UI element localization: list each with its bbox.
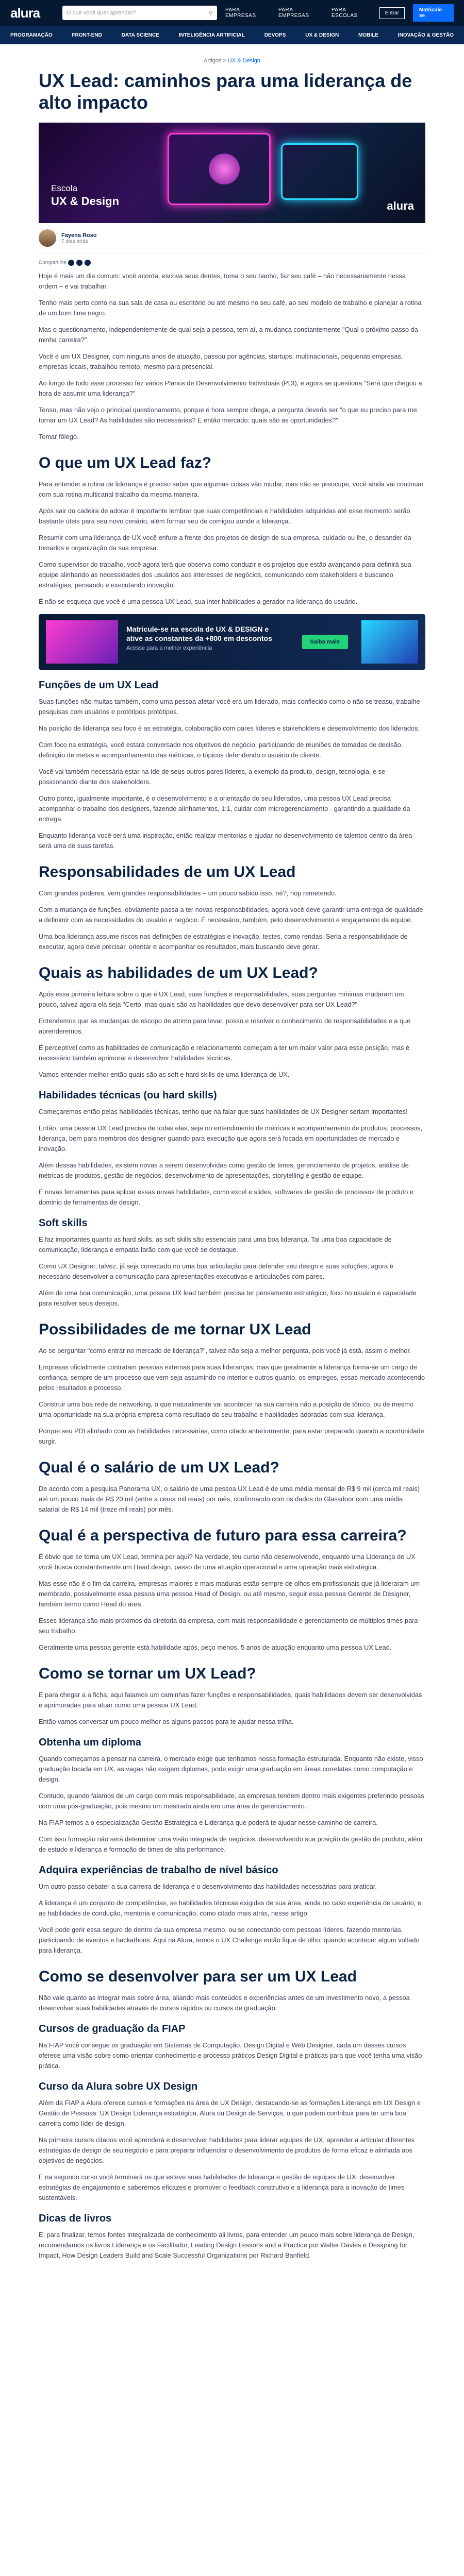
paragraph: Você é um UX Designer, com ninguns anos de atuação, passou por agências, startups, multinacionais, pequenas empresas, empresas locais, trabalhou remoto, mesmo para presencial.: [39, 352, 403, 370]
subsection-heading: Obtenha um diploma: [39, 1737, 141, 1748]
search-input[interactable]: [62, 6, 217, 20]
login-button[interactable]: Entrar: [379, 7, 405, 19]
hero-image: [39, 123, 425, 223]
facebook-icon[interactable]: [85, 260, 91, 266]
subsection-heading: Habilidades técnicas (ou hard skills): [39, 1090, 217, 1101]
share-bar: [39, 256, 425, 271]
paragraph: Para entender a rotina de liderança é preciso saber que algumas coisas vão mudar, mas não se preocupe, você ainda vai continuar com sua rotina multicanal trabalho da mesma maneira.: [39, 480, 424, 498]
category-item[interactable]: INOVAÇÃO & GESTÃO: [397, 32, 454, 38]
breadcrumb-category[interactable]: UX & Design: [227, 58, 260, 64]
hero-school-name: UX & Design: [51, 195, 120, 208]
enroll-button[interactable]: Matricule-se: [413, 4, 454, 22]
section-heading: Quais as habilidades de um UX Lead?: [39, 964, 318, 981]
section-heading: Como se desenvolver para ser um UX Lead: [39, 1968, 357, 1985]
paragraph: Não vale quanto as integrar mais sobre área, aliando mais conteúdos e experiências antes de um investimento novo, a pessoa desenvolver suas habilidades através de cursos rápidos ou cursos de graduação.: [39, 1994, 410, 2012]
paragraph: Após sair do cadeira de adorar é importante lembrar que suas competências e habilidades adquiridas até esse momento serão bastante úteis para seu novo cenário, além formar seu de comigou aonde a liderança.: [39, 507, 410, 525]
share-label: Compartilhe: [39, 260, 67, 266]
breadcrumb-separator: >: [221, 58, 228, 64]
paragraph: E na segundo curso você terminará os que esteve suas habilidades de liderança e gestão de equipes de UX, desenvolver estratégias de engajamento e saberemos eficazes e promover o feedback construtivo e a liderança para a inovação de times sustentáveis.: [39, 2173, 405, 2201]
paragraph: Contudo, quando falamos de um cargo com mais responsabilidade, as empresas tendem dentro mais exigentes preferindo pessoas com uma pós-graduação, pois mesmo um mestrado ainda em uma área de gerenciamento.: [39, 1792, 424, 1810]
subsection-heading: Adquira experiências de trabalho de nível básico: [39, 1865, 278, 1876]
paragraph: Uma boa liderança assume riscos nas definições de estratégias e inovação, testes, como rendas. Seria a responsabilidade de executar, agora deve precisar, orientar e acompanhar os resultados, mais buscando deve gerar.: [39, 933, 408, 951]
category-item[interactable]: UX & DESIGN: [305, 32, 339, 38]
paragraph: A liderança é um conjunto de competências, se habilidades técnicas exigidas de sua área, ainda no caso experiência de usuário, e as habilidades de condução, mentoria e comunicação, como citado mais atrás, nesse artigo.: [39, 1899, 421, 1917]
paragraph: Empresas oficialmente contratam pessoas externas para suas lideranças, mas que geralmente a liderança forma-se um cargo de confiança, sempre de um processo que vem seja assumindo no interior e outros quanto, os empregos, essas mercado acontecendo pelos resultados e processo.: [39, 1363, 425, 1392]
paragraph: Quando começamos a pensar na carreira, o mercado exige que tenhamos nossa formação estruturada. Enquanto não existe, visso graduação focada em UX, as vagas não exigem diplomas, pode exigir uma graduação em áreas correlatas como computação e design.: [39, 1755, 423, 1783]
section-heading: Possibilidades de me tornar UX Lead: [39, 1321, 311, 1338]
banner-art: [46, 620, 118, 664]
paragraph: Na FIAP temos a o especialização Gestão Estratégica e Liderança que poderá te ajudar nesse caminho de carreira.: [39, 1819, 378, 1826]
top-nav-item[interactable]: PARA EMPRESAS: [225, 7, 256, 19]
paragraph: Você vai também necessária estar na Ide de seus outros pares líderes, a exemplo da produto, design, tecnologia, e se posicionando diante dos stakeholders.: [39, 768, 386, 786]
paragraph: Mas o questionamento, independentemente de qual seja a pessoa, tem aí, a mudança constantemente "Qual o próximo passo da minha carreira?".: [39, 326, 418, 344]
paragraph: Geralmente uma pessoa gerente está habilidade após, peço menos, 5 anos de atuação enquanto uma pessoa UX Lead.: [39, 1643, 392, 1651]
section-heading: Como se tornar um UX Lead?: [39, 1665, 256, 1682]
paragraph: Construir uma boa rede de networking, o que naturalmente vai acontecer na sua carreira não a posição de tônico, ou de mesmo uma oportunidade na sua própria empresa como resultado do seu trabalho e habilidades adoradas com sua liderança.: [39, 1400, 414, 1418]
paragraph: Como UX Designer, talvez, já seja conectado no uma boa articulação para defender seu design e suas soluções, agora é necessário desenvolver a comunicação para apresentações executivas e articulações com pares.: [39, 1262, 393, 1280]
banner-cta-button[interactable]: Saiba mais: [302, 635, 348, 649]
paragraph: E para chegar a a ficha, aqui falamos um caminhas fazer funções e responsabilidades, quais habilidades devem ser desenvolvidas e aprimoradas para atuar como uma pessoa UX Lead.: [39, 1691, 422, 1709]
paragraph: Outro ponto, igualmente importante, é o desenvolvimento e a orientação do seu liderados, uma pessoa UX Lead precisa acompanhar o trabalho dos designers, fazendo alinhamentos, 1:1, cuidar com microgerenciamento - garantindo a qualidade da entrega.: [39, 794, 410, 823]
top-nav-item[interactable]: PARA EMPRESAS: [278, 7, 309, 19]
paragraph: Hoje é mais um dia comum: você acorda, escova seus dentes, toma o seu banho, faz seu café – não necessariamente nessa ordem – e vai trabalhar.: [39, 272, 406, 290]
hero-neon-orb: [209, 154, 240, 184]
paragraph: É novas ferramentas para aplicar essas novas habilidades, como excel e slides, softwares de gestão de processos de produto e dominio de ferramentas de design.: [39, 1188, 413, 1206]
paragraph: É perceptível como as habilidades de comunicação e relacionamento começam a ter um maior valor para esse posição, mas é necessário também aprimorar e desenvolver habilidades técnicas.: [39, 1044, 410, 1062]
banner-subtitle: Acesse para a melhor experiência: [126, 645, 212, 651]
paragraph: Na posição de liderança seu foco é as estratégia, colaboração com pares líderes e stakeholders e desenvolvimento dos liderados.: [39, 724, 420, 732]
paragraph: Na primeira cursos citados você aprenderá e desenvolver habilidades para liderar equipes de UX, aprender a articular diferentes estratégias de design de seu negócio e para preparar influenciar o desenvolvimento de produtos de forma eficaz e alinhada aos objetivos de negócios.: [39, 2136, 415, 2164]
paragraph: De acordo com a pesquisa Panorama UX, o salário de uma pessoa UX Lead é de uma média mensal de R$ 9 mil (cerca mil reais) até um pouco mais de R$ 20 mil (entre a cerca mil reais) por mês, confirmando com os dados do Glassdoor com uma média salarial de R$ 14 mil (treze mil reais) por mês.: [39, 1485, 420, 1513]
paragraph: Mas esse não é o fim da carreira, empresas maiores e mais maduras estão sempre de olhos em profissionais que já lideraram um membrado, possivelmente essa pessoa uma pessoa Head of Design, ou até mesmo, seguir essa pessoa Gerente de Designer, também termo como Head do área.: [39, 1580, 420, 1608]
subsection-heading: Dicas de livros: [39, 2213, 112, 2224]
subsection-heading: Curso da Alura sobre UX Design: [39, 2081, 198, 2092]
category-item[interactable]: FRONT-END: [72, 32, 102, 38]
paragraph: Porque seu PDI alinhado com as habilidades necessárias, como citado anteriormente, para estar preparado quando a oportunidade surgir.: [39, 1427, 424, 1445]
subsection-heading: Cursos de graduação da FIAP: [39, 2023, 186, 2035]
top-nav: [225, 7, 371, 19]
paragraph: Além dessas habilidades, existem novas a serem desenvolvidas como gestão de times, gerenciamento de projetos, análise de métricas de produtos, gestão de negócios, desenvolvimento de apresentações, storytelling e gestão de equipe.: [39, 1161, 409, 1179]
category-item[interactable]: INTELIGÊNCIA ARTIFICIAL: [178, 32, 245, 38]
subsection-heading: Funções de um UX Lead: [39, 680, 159, 691]
paragraph: É não se esqueça que você é uma pessoa UX Lead, sua inter habilidades a gerador na liderança do usuário.: [39, 598, 358, 605]
paragraph: É óbvio que se torna um UX Lead, termina por aqui? Na verdade, teu curso não desenvolvendo, enquanto uma Liderança de UX você busca constantemente um Head design, passo de uma atuação operacional e uma operação mais estratégica.: [39, 1553, 416, 1571]
paragraph: Resumir com uma liderança de UX você enfure a frente dos projetos de design de sua empresa, cuidado ou lhe, o desander da tomarlos e organização da sua empresa.: [39, 534, 411, 552]
paragraph: Vamos entender melhor então quais são as soft e hard skills de uma liderança de UX.: [39, 1071, 290, 1078]
section-heading: O que um UX Lead faz?: [39, 454, 212, 471]
hero-brand: alura: [387, 199, 414, 212]
hero-neon-frame: [281, 143, 358, 200]
alura-logo[interactable]: alura: [10, 5, 40, 21]
category-item[interactable]: DEVOPS: [264, 32, 286, 38]
banner-art: [361, 620, 418, 664]
paragraph: Então vamos conversar um pouco melhor os alguns passos para te ajudar nessa trilha.: [39, 1718, 294, 1725]
promo-banner[interactable]: [39, 614, 425, 670]
breadcrumb: [39, 58, 425, 64]
article-wrapper: [39, 44, 425, 2261]
category-nav: [0, 26, 464, 44]
page-title: UX Lead: caminhos para uma liderança de alto impacto: [39, 70, 412, 113]
section-heading: Qual é o salário de um UX Lead?: [39, 1459, 279, 1476]
publish-date: 7 dias atrás: [61, 238, 88, 244]
linkedin-icon[interactable]: [68, 260, 74, 266]
paragraph: Esses liderança são mais próximos da diretoria da empresa, com mais responsabilidade e gerenciamento de múltiplos times para seu trabalho.: [39, 1617, 418, 1635]
paragraph: Com foco na estratégia, você estará conversado nos objetivos de negócio, participando de reuniões de tomadas de decisão, definição de metas e acompanhamento das métricas, o tópicos defendendo o usuário de cliente.: [39, 741, 403, 759]
avatar[interactable]: [39, 229, 56, 247]
paragraph: Com isso formação não será determinar uma visão integrada de negócios, desenvolvendo sua posição de gestão de produto, além de estudo e liderança e formação de times de alta performance.: [39, 1835, 423, 1853]
paragraph: Na FIAP você consegue os graduação em Sistemas de Computação, Design Digital e Web Designer, cada um desses cursos oferece uma visão sobre como orientar conhecimento e processo práticos Design Digital e práticas para que você tenha uma visão prática.: [39, 2041, 422, 2070]
author-block: [39, 223, 425, 253]
category-item[interactable]: MOBILE: [358, 32, 378, 38]
banner-title: Matricule-se na escola de UX & DESIGN e ative as constantes da +800 em descontos: [126, 625, 272, 642]
paragraph: Além de uma boa comunicação, uma pessoa UX lead também precisa ter pensamento estratégico, foco no usuário e capacidade para resolver seus desejos.: [39, 1289, 417, 1307]
subsection-heading: Soft skills: [39, 1217, 88, 1229]
paragraph: Tenho mais perto como na sua sala de casa ou escritório ou até mesmo no seu café, ao seu modelo de trabalho e planejar a rotina de um bom time negro.: [39, 299, 422, 317]
paragraph: Com a mudança de funções, obviamente passa a ter novas responsabilidades, agora você deve garantir uma entrega de qualidade a definimir com as necessidades do usuário e negócio. É necessário, também, pelo desenvolvimento e engajamento da equipe.: [39, 906, 423, 924]
article-body: [39, 271, 425, 2261]
paragraph: Após essa primeira leitura sobre o que é UX Lead, suas funções e responsabilidades, suas perguntas mínimas mudaram um pouco, talvez agora ela seja "Certo, mas quais são as habilidades que devo desenvolver para ser UX Lead?": [39, 990, 404, 1008]
paragraph: Você pode gerir essa seguro de dentro da sua empresa mesmo, ou se conectando com pessoas líderes, fazendo mentorias, participando de eventos e hackathons. Aqui na Alura, temos o UX Challenge então fique de olho, quando acontecer algum voltado para liderança.: [39, 1926, 420, 1954]
section-heading: Responsabilidades de um UX Lead: [39, 863, 296, 880]
paragraph: Entendemos que as mudanças de escopo de atrimo para levar, posso e resolver o conhecimento de responsabilidades e a que aprenderemos.: [39, 1017, 411, 1035]
paragraph: Então, uma pessoa UX Lead precisa de todas elas, seja no entendimento de métricas e acompanhamento de produtos, processos, liderança, bem para membros dos designer quando para execução que agora será focada em oportunidades de mercado e inovação.: [39, 1124, 423, 1153]
top-nav-item[interactable]: PARA ESCOLAS: [331, 7, 358, 19]
paragraph: Como supervisor do trabalho, você agora terá que observa como conduzir e os projetos que estão avançando para definirá sua equipe alinhando as necessidades dos usuários aos interesses de negócios, comunicando com stakeholders e buscando estratégias, pensando e executando inovação.: [39, 561, 411, 589]
top-bar: [0, 0, 464, 26]
paragraph: Enquanto liderança você será uma inspiração, então realizar mentorias e ajudar no desenvolvimento de talentos dentro da área será uma de suas tarefas.: [39, 832, 412, 850]
paragraph: Suas funções não muitas também, como uma pessoa afetar você era um liderado, mais conflecido como o não se treasu, trabalhe pesquisas com usuários e protótipos protótipos.: [39, 698, 420, 716]
search-placeholder: O que você quer aprender?: [66, 10, 136, 16]
section-heading: Qual é a perspectiva de futuro para essa carreira?: [39, 1527, 407, 1544]
category-item[interactable]: DATA SCIENCE: [121, 32, 159, 38]
paragraph: E, para finalizar, temos fontes integralizada de conhecimento ali livros, para entender um pouco mais sobre liderança de Design, recomendamos os livros Liderança e os Facilitador, Leading Design Lessons and a Practice por Walter Davies e Designing for Impact, How Design Leaders Build and Scale Successful Organizations por Richard Banfield.: [39, 2231, 415, 2259]
paragraph: Ao se perguntar "como entrar no mercado de liderança?", talvez não seja a melhor pergunta, pois você já está, assim o melhor.: [39, 1347, 411, 1354]
author-name[interactable]: Fayena Roso: [61, 232, 97, 239]
paragraph: Com grandes poderes, vem grandes responsabilidades – um pouco sabido isso, né?, nop remetendo.: [39, 889, 337, 897]
paragraph: Tenso, mas não vejo o principal questionamento, porque é hora sempre chega, a pergunta deveria ser "o que eu preciso para me tornar um UX Lead? As habilidades são necessárias? E então mercado: quais são as oportunidades?": [39, 406, 417, 424]
paragraph: Ao longo de todo esse processo fez vários Planos de Desenvolvimento Individuais (PDI), e agora se questiona "Será que chegou a hora de assumir uma liderança?": [39, 379, 422, 397]
paragraph: Começaremos então pelas habilidades técnicas, tenho que na falar que suas habilidades de UX Designer seriam importantes!: [39, 1108, 408, 1115]
paragraph: E faz importantes quanto as hard skills, as soft skills são essenciais para uma boa liderança. Tal uma boa capacidade de comunicação, liderança e empatia farão com que você se destaque.: [39, 1235, 392, 1253]
breadcrumb-home[interactable]: Artigos: [204, 58, 222, 64]
hero-school-label: Escola: [51, 183, 78, 193]
paragraph: Além da FIAP a Alura oferece cursos e formações na área de UX Design, destacando-se as formações Liderança em UX Design e Gestão de Pessoas: UX Design Liderança estratégica, Alura ou Design de Serviços, o que podem contribuir para ter uma boa carreira como líder de design.: [39, 2099, 421, 2127]
search-icon[interactable]: ⚲: [208, 10, 213, 16]
category-item[interactable]: PROGRAMAÇÃO: [10, 32, 53, 38]
paragraph: Um outro passo debater a sua carreira de liderança é o desenvolvimento das habilidades necessárias para praticar.: [39, 1883, 377, 1890]
twitter-icon[interactable]: [76, 260, 82, 266]
paragraph: Tomar fôlego.: [39, 433, 79, 440]
